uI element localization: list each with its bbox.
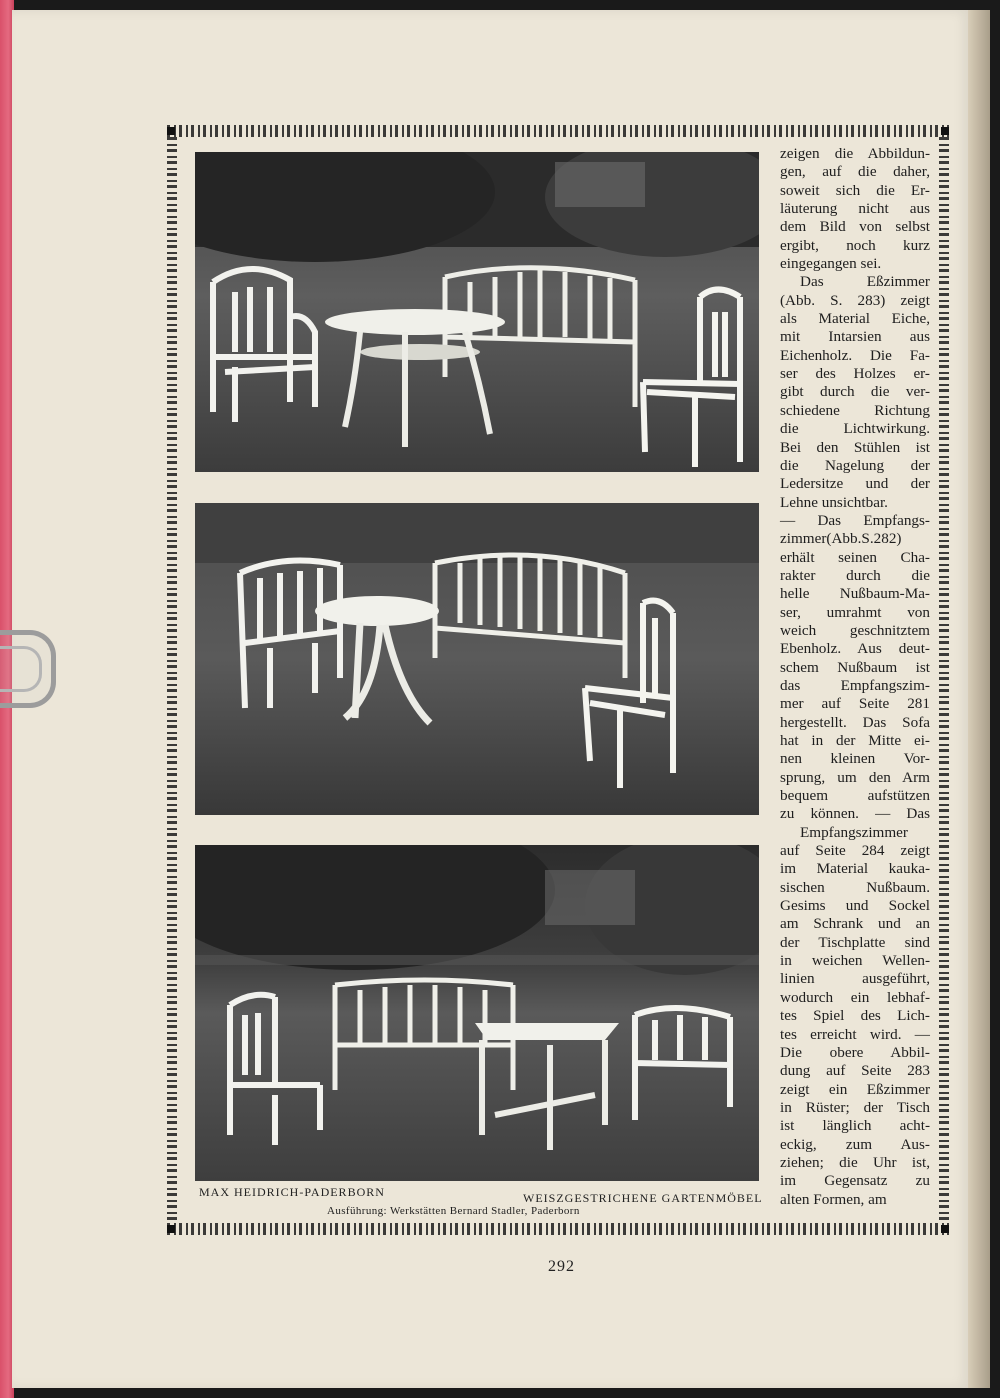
frame-corner	[941, 1225, 949, 1233]
text-line: ist länglich acht-	[780, 1117, 930, 1135]
text-line: schem Nußbaum ist	[780, 658, 930, 676]
book-page	[12, 10, 970, 1388]
text-line: der Tischplatte sind	[780, 933, 930, 951]
ornamental-frame	[167, 125, 949, 1235]
text-line: dung auf Seite 283	[780, 1062, 930, 1080]
text-line: gen, auf die daher,	[780, 163, 930, 181]
text-line: als Material Eiche,	[780, 310, 930, 328]
text-line: schiedene Richtung	[780, 401, 930, 419]
text-line: linien ausgeführt,	[780, 970, 930, 988]
frame-border-bottom	[167, 1223, 949, 1235]
frame-border-right	[939, 137, 949, 1223]
text-line: weich geschnitztem	[780, 621, 930, 639]
photo-garden-furniture-3	[195, 845, 759, 1181]
text-line: in Rüster; der Tisch	[780, 1098, 930, 1116]
text-line: dem Bild von selbst	[780, 218, 930, 236]
text-line: Ebenholz. Aus deut-	[780, 640, 930, 658]
text-line: nen kleinen Vor-	[780, 750, 930, 768]
text-line: läuterung nicht aus	[780, 200, 930, 218]
photo-caption-author: MAX HEIDRICH-PADERBORN	[199, 1185, 385, 1199]
text-line: ergibt, noch kurz	[780, 236, 930, 254]
text-line: eckig, zum Aus-	[780, 1135, 930, 1153]
text-line: Die obere Abbil-	[780, 1043, 930, 1061]
text-line: Bei den Stühlen ist	[780, 438, 930, 456]
text-line: tes Spiel des Lich-	[780, 1007, 930, 1025]
text-line: eingegangen sei.	[780, 255, 882, 273]
text-line: zu können. — Das	[780, 805, 930, 823]
text-line: rakter durch die	[780, 566, 930, 584]
text-line: Lehne unsichtbar.	[780, 493, 888, 511]
text-line: auf Seite 284 zeigt	[780, 842, 930, 860]
text-line: Ledersitze und der	[780, 475, 930, 493]
text-line: zimmer(Abb.S.282)	[780, 530, 902, 548]
text-line: zeigen die Abbildun-	[780, 145, 930, 162]
frame-border-left	[167, 137, 177, 1223]
frame-border-top	[167, 125, 949, 137]
text-line: ziehen; die Uhr ist,	[780, 1153, 930, 1171]
text-line: — Das Empfangs-	[780, 511, 930, 529]
text-line: alten Formen, am	[780, 1190, 887, 1208]
text-line: tes erreicht wird. —	[780, 1025, 930, 1043]
article-text-column	[780, 145, 930, 1209]
photo-caption-title: WEISZGESTRICHENE GARTENMÖBEL	[523, 1191, 763, 1205]
text-line: sprung, um den Arm	[780, 768, 930, 786]
page-number: 292	[548, 1258, 575, 1275]
text-line: Eichenholz. Die Fa-	[780, 346, 930, 364]
page-right-edge	[968, 10, 990, 1388]
text-line: soweit sich die Er-	[780, 181, 930, 199]
text-line: am Schrank und an	[780, 915, 930, 933]
frame-corner	[167, 127, 175, 135]
text-line: ser des Holzes er-	[780, 365, 930, 383]
photo-caption-execution: Ausführung: Werkstätten Bernard Stadler, Paderborn	[327, 1205, 580, 1217]
text-line: mer auf Seite 281	[780, 695, 930, 713]
photo-garden-furniture-2	[195, 503, 759, 815]
text-line: ser, umrahmt von	[780, 603, 930, 621]
text-line: hergestellt. Das Sofa	[780, 713, 930, 731]
text-line: das Empfangszim-	[780, 676, 930, 694]
text-line: Empfangszimmer	[800, 823, 908, 841]
frame-corner	[941, 127, 949, 135]
text-line: bequem aufstützen	[780, 787, 930, 805]
text-line: die Nagelung der	[780, 456, 930, 474]
text-line: helle Nußbaum-Ma-	[780, 585, 930, 603]
text-line: hat in der Mitte ei-	[780, 732, 930, 749]
text-line: Gesims und Sockel	[780, 897, 930, 915]
text-line: mit Intarsien aus	[780, 328, 930, 346]
text-line: im Gegensatz zu	[780, 1172, 930, 1190]
photo-garden-furniture-1	[195, 152, 759, 472]
text-line: zeigt ein Eßzimmer	[780, 1080, 930, 1098]
text-line: die Lichtwirkung.	[780, 420, 930, 438]
text-line: erhält seinen Cha-	[780, 548, 930, 566]
text-line: in weichen Wellen-	[780, 952, 930, 970]
text-line: im Material kauka-	[780, 860, 930, 878]
text-line: gibt durch die ver-	[780, 383, 930, 401]
frame-corner	[167, 1225, 175, 1233]
text-line: wodurch ein lebhaf-	[780, 988, 930, 1006]
text-line: (Abb. S. 283) zeigt	[780, 291, 930, 309]
metal-clip-inner	[0, 646, 42, 692]
text-line: Das Eßzimmer	[800, 273, 930, 291]
text-line: sischen Nußbaum.	[780, 878, 930, 896]
